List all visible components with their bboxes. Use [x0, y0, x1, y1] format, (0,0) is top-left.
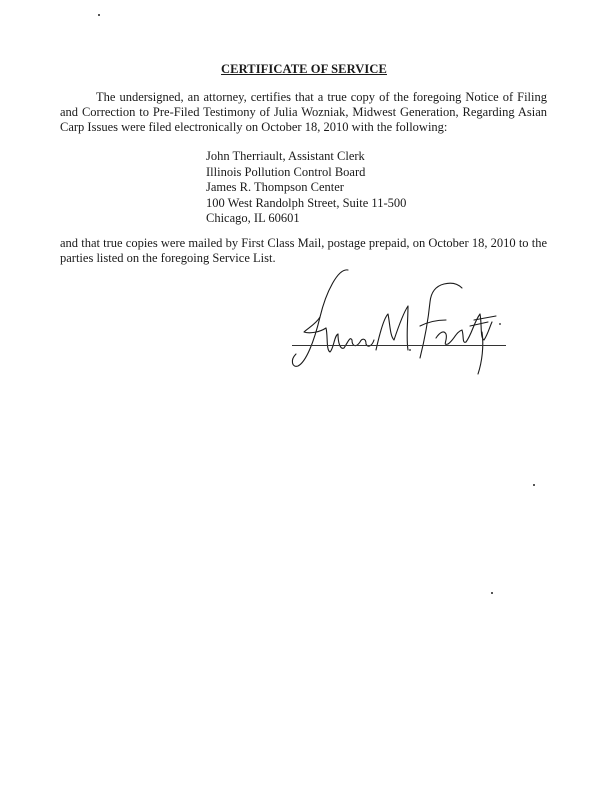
recipient-address-block — [206, 149, 406, 227]
mailing-paragraph: and that true copies were mailed by First Class Mail, postage prepaid, on October 18, 2010 to the parties listed on the foregoing Service List. — [60, 236, 547, 265]
scan-artifact — [491, 592, 493, 594]
certificate-title: CERTIFICATE OF SERVICE — [221, 62, 387, 76]
certification-paragraph: The undersigned, an attorney, certifies that a true copy of the foregoing Notice of Filing and Correction to Pre-Filed Testimony of Julia Wozniak, Midwest Generation, Regarding Asian Carp Issues were filed electronically on October 18, 2010 with the following: — [60, 90, 547, 134]
handwritten-signature — [286, 262, 516, 382]
address-line-building: James R. Thompson Center — [206, 180, 344, 194]
address-line-organization: Illinois Pollution Control Board — [206, 164, 366, 179]
address-line-city: Chicago, IL 60601 — [206, 211, 300, 225]
address-line-street: 100 West Randolph Street, Suite 11-500 — [206, 195, 407, 210]
scan-artifact — [533, 484, 535, 486]
signature-line — [292, 345, 506, 346]
scan-artifact — [98, 14, 100, 16]
address-line-name: John Therriault, Assistant Clerk — [206, 149, 365, 163]
